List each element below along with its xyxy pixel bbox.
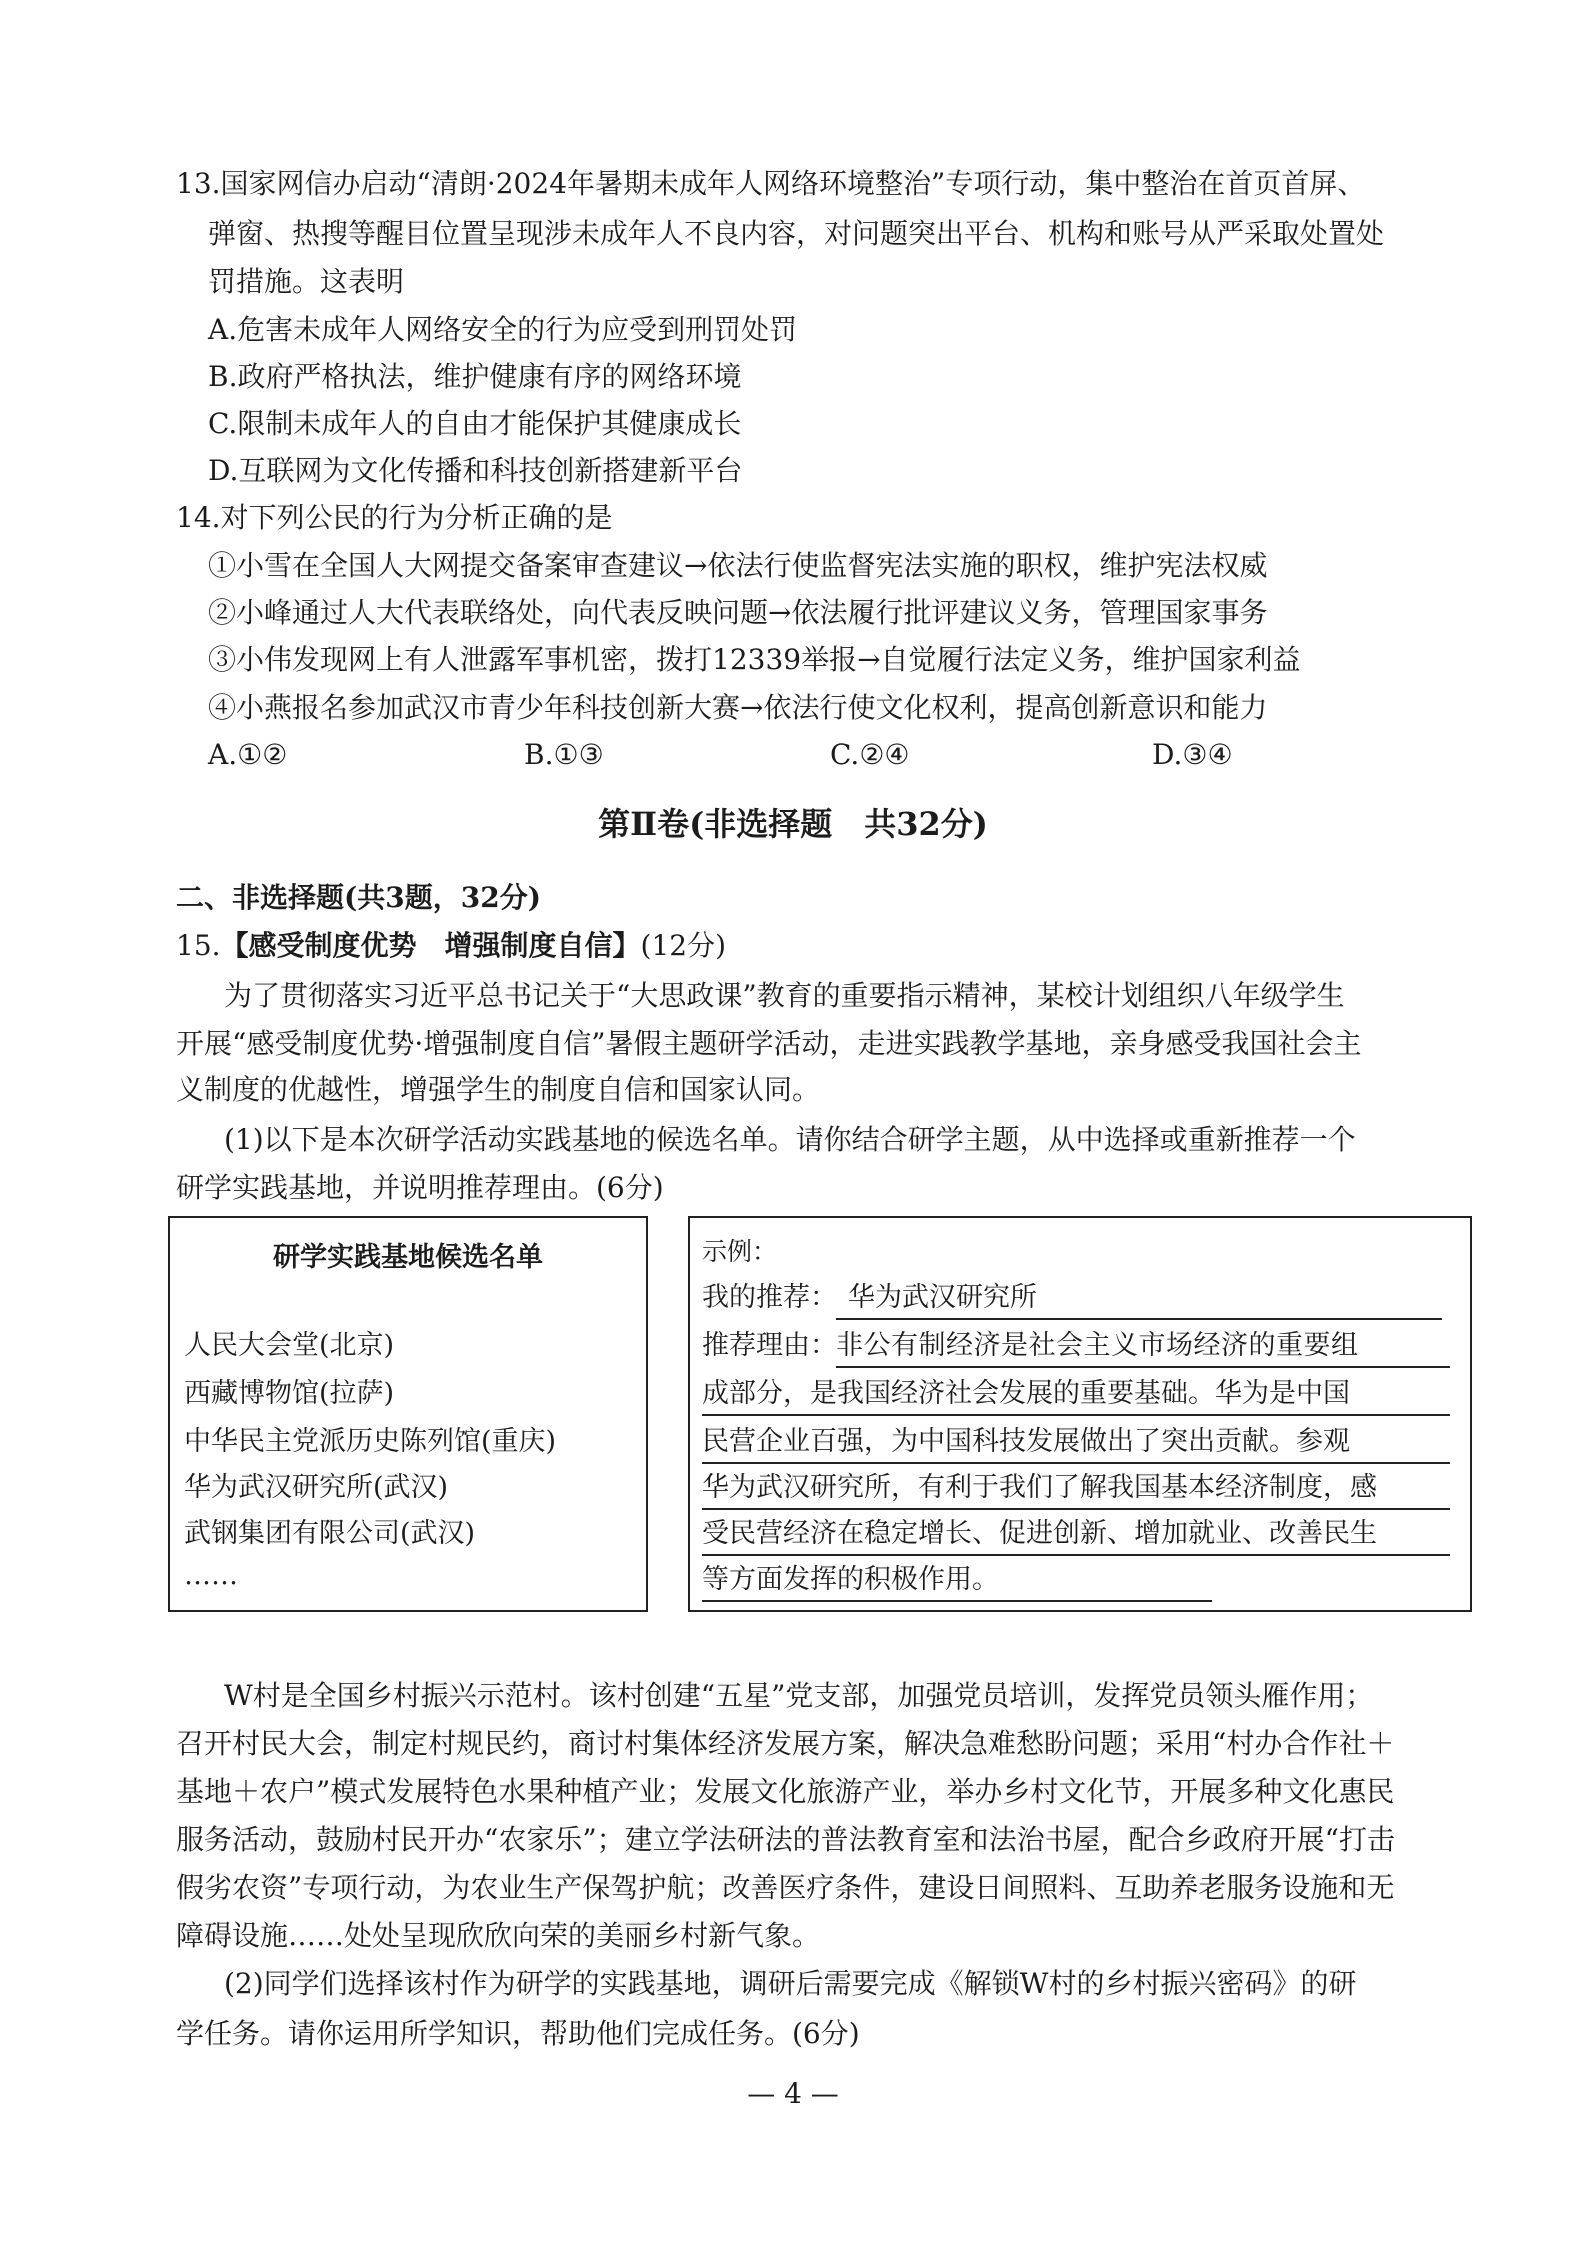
- page-number: — 4 —: [747, 2077, 839, 2110]
- q15-topic: 【感受制度优势 增强制度自信】: [220, 929, 641, 962]
- reason-line-4: 华为武汉研究所，有利于我们了解我国基本经济制度，感: [702, 1468, 1450, 1510]
- reason-label: 推荐理由：: [702, 1330, 837, 1361]
- q15-score: (12分): [640, 929, 727, 962]
- q14-item-2: ②小峰通过人大代表联络处，向代表反映问题→依法履行批评建议义务，管理国家事务: [208, 596, 1268, 629]
- candidate-item-2: 西藏博物馆(拉萨): [184, 1378, 395, 1409]
- q14-option-d: D.③④: [1152, 738, 1233, 771]
- q15-number: 15.: [176, 929, 221, 962]
- q14-item-3: ③小伟发现网上有人泄露军事机密，拨打12339举报→自觉履行法定义务，维护国家利益: [208, 643, 1301, 676]
- candidate-list-box: [168, 1216, 648, 1612]
- example-label: 示例：: [702, 1237, 778, 1266]
- candidate-list-title: 研学实践基地候选名单: [273, 1242, 543, 1273]
- q14-stem: 14.对下列公民的行为分析正确的是: [176, 501, 613, 534]
- material-line-3: 基地＋农户”模式发展特色水果种植产业；发展文化旅游产业，举办乡村文化节，开展多种文化惠民: [176, 1775, 1395, 1808]
- q15-sub2-line-1: (2)同学们选择该村作为研学的实践基地，调研后需要完成《解锁W村的乡村振兴密码》的研: [224, 1967, 1357, 2000]
- q15-sub2-line-2: 学任务。请你运用所学知识，帮助他们完成任务。(6分): [176, 2017, 860, 2050]
- q13-option-c: C.限制未成年人的自由才能保护其健康成长: [208, 407, 742, 440]
- candidate-item-more: ……: [184, 1560, 238, 1591]
- material-line-6: 障碍设施……处处呈现欣欣向荣的美丽乡村新气象。: [176, 1919, 821, 1952]
- q14-option-a: A.①②: [208, 738, 288, 771]
- candidate-item-4: 华为武汉研究所(武汉): [184, 1472, 449, 1503]
- candidate-item-1: 人民大会堂(北京): [184, 1330, 395, 1361]
- material-line-4: 服务活动，鼓励村民开办“农家乐”；建立学法研法的普法教育室和法治书屋，配合乡政府开展“打击: [176, 1823, 1395, 1856]
- q13-option-d: D.互联网为文化传播和科技创新搭建新平台: [208, 454, 743, 487]
- q15-intro-line-2: 开展“感受制度优势·增强制度自信”暑假主题研学活动，走进实践教学基地，亲身感受我国社会主: [176, 1027, 1362, 1060]
- reason-line-5: 受民营经济在稳定增长、促进创新、增加就业、改善民生: [702, 1514, 1450, 1556]
- q14-option-b: B.①③: [524, 738, 604, 771]
- volume-title: 第Ⅱ卷(非选择题 共32分): [598, 805, 988, 843]
- candidate-item-3: 中华民主党派历史陈列馆(重庆): [184, 1426, 557, 1457]
- q13-option-b: B.政府严格执法，维护健康有序的网络环境: [208, 360, 742, 393]
- q15-intro-line-1: 为了贯彻落实习近平总书记关于“大思政课”教育的重要指示精神，某校计划组织八年级学生: [224, 979, 1345, 1012]
- part-title: 二、非选择题(共3题，32分): [176, 881, 541, 914]
- q14-item-1: ①小雪在全国人大网提交备案审查建议→依法行使监督宪法实施的职权，维护宪法权威: [208, 549, 1268, 582]
- q13-stem-line-2: 弹窗、热搜等醒目位置呈现涉未成年人不良内容，对问题突出平台、机构和账号从严采取处置处: [208, 217, 1385, 250]
- material-line-2: 召开村民大会，制定村规民约，商讨村集体经济发展方案，解决急难愁盼问题；采用“村办合作社＋: [176, 1727, 1395, 1760]
- reason-line-6: 等方面发挥的积极作用。: [702, 1560, 1212, 1602]
- example-answer-box: [688, 1216, 1472, 1612]
- q14-option-c: C.②④: [830, 738, 910, 771]
- reason-line-1: 非公有制经济是社会主义市场经济的重要组: [836, 1326, 1450, 1368]
- recommend-label: 我的推荐：: [702, 1282, 837, 1313]
- reason-line-2: 成部分，是我国经济社会发展的重要基础。华为是中国: [702, 1374, 1450, 1416]
- material-line-5: 假劣农资”专项行动，为农业生产保驾护航；改善医疗条件，建设日间照料、互助养老服务设施和无: [176, 1871, 1395, 1904]
- material-line-1: W村是全国乡村振兴示范村。该村创建“五星”党支部，加强党员培训，发挥党员领头雁作用；: [224, 1679, 1374, 1712]
- q13-stem-line-1: 13.国家网信办启动“清朗·2024年暑期未成年人网络环境整治”专项行动，集中整治在首页首屏、: [176, 167, 1366, 200]
- q15-sub1-line-2: 研学实践基地，并说明推荐理由。(6分): [176, 1171, 664, 1204]
- q14-item-4: ④小燕报名参加武汉市青少年科技创新大赛→依法行使文化权利，提高创新意识和能力: [208, 691, 1268, 724]
- recommend-value: 华为武汉研究所: [836, 1278, 1442, 1320]
- q15-sub1-line-1: (1)以下是本次研学活动实践基地的候选名单。请你结合研学主题，从中选择或重新推荐一个: [224, 1123, 1356, 1156]
- reason-line-3: 民营企业百强，为中国科技发展做出了突出贡献。参观: [702, 1422, 1450, 1464]
- q15-heading: [176, 926, 726, 966]
- q15-intro-line-3: 义制度的优越性，增强学生的制度自信和国家认同。: [176, 1073, 821, 1106]
- candidate-item-5: 武钢集团有限公司(武汉): [184, 1518, 476, 1549]
- q13-stem-line-3: 罚措施。这表明: [208, 265, 405, 298]
- q13-option-a: A.危害未成年人网络安全的行为应受到刑罚处罚: [208, 313, 798, 346]
